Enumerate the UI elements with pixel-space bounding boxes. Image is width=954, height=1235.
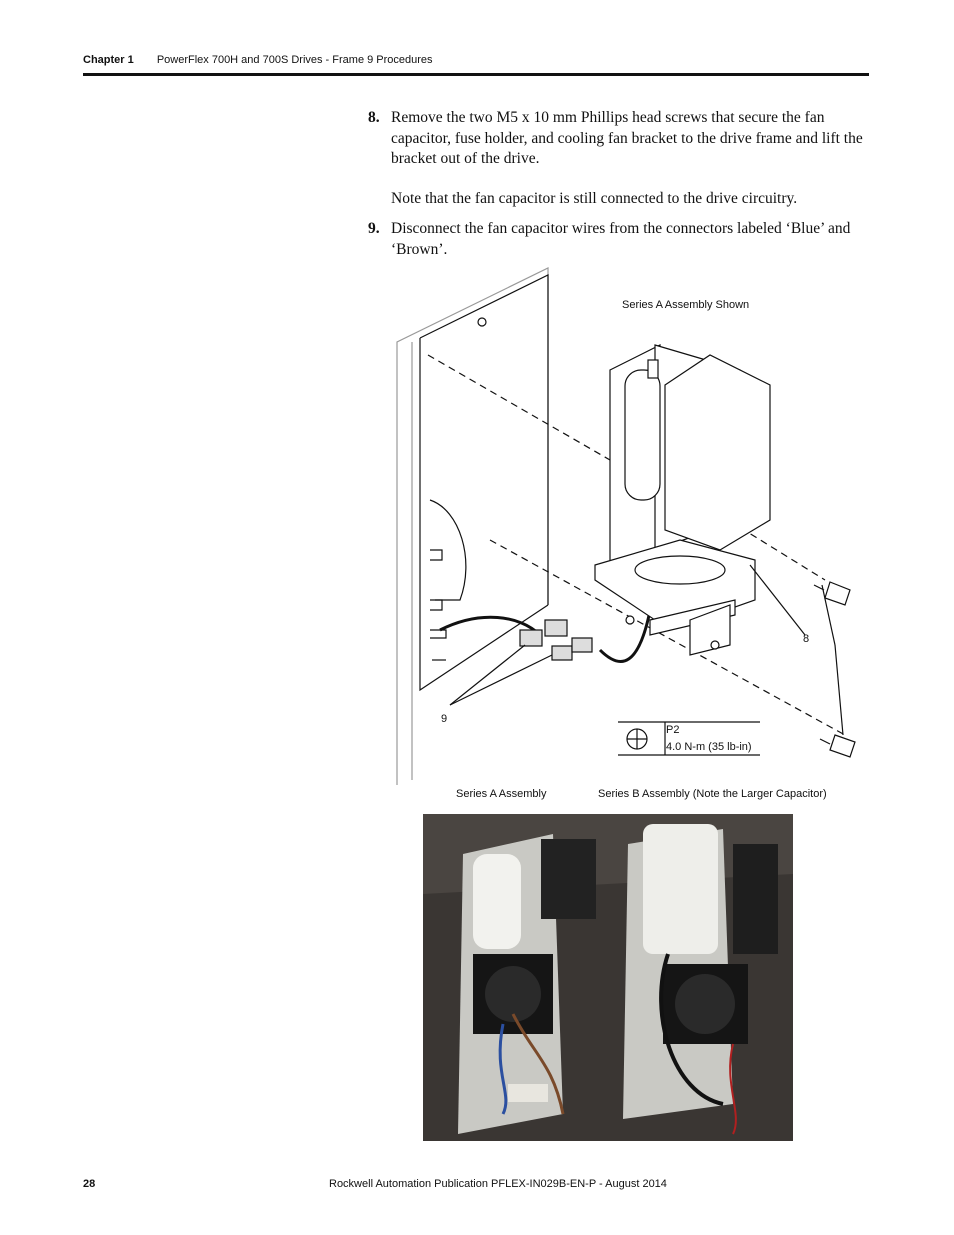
photo-caption-left: Series A Assembly (456, 788, 547, 800)
page-header (83, 54, 433, 66)
step-9 (368, 219, 868, 260)
photo-caption-right: Series B Assembly (Note the Larger Capacitor) (598, 788, 827, 800)
header-rule (83, 73, 869, 76)
callout-9: 9 (441, 713, 448, 725)
step-text: Disconnect the fan capacitor wires from the connectors labeled ‘Blue’ and ‘Brown’. (391, 220, 851, 258)
header-title: PowerFlex 700H and 700S Drives - Frame 9 Procedures (156, 54, 433, 66)
screw-bottom (820, 735, 855, 757)
step-note: Note that the fan capacitor is still connected to the drive circuitry. (391, 190, 798, 207)
drive-frame (397, 268, 548, 785)
chapter-label: Chapter 1 (83, 54, 134, 66)
torque-bit: P2 (666, 724, 680, 736)
publication-info: Rockwell Automation Publication PFLEX-IN029B-EN-P - August 2014 (329, 1178, 667, 1190)
step-number: 8. (368, 109, 380, 126)
torque-value: 4.0 N-m (35 lb-in) (666, 741, 752, 753)
figure-caption: Series A Assembly Shown (622, 299, 750, 311)
callout-8: 8 (803, 633, 810, 645)
step-number: 9. (368, 220, 380, 237)
assembly-photo (423, 814, 793, 1141)
screw-top (814, 582, 850, 605)
assembly-diagram (390, 260, 880, 790)
step-text: Remove the two M5 x 10 mm Phillips head screws that secure the fan capacitor, fuse holder, and cooling fan bracket to the drive frame and lift the bracket out of the drive. (391, 109, 863, 167)
step-8 (368, 108, 868, 170)
page-number: 28 (83, 1178, 96, 1190)
fan-bracket (595, 345, 770, 655)
